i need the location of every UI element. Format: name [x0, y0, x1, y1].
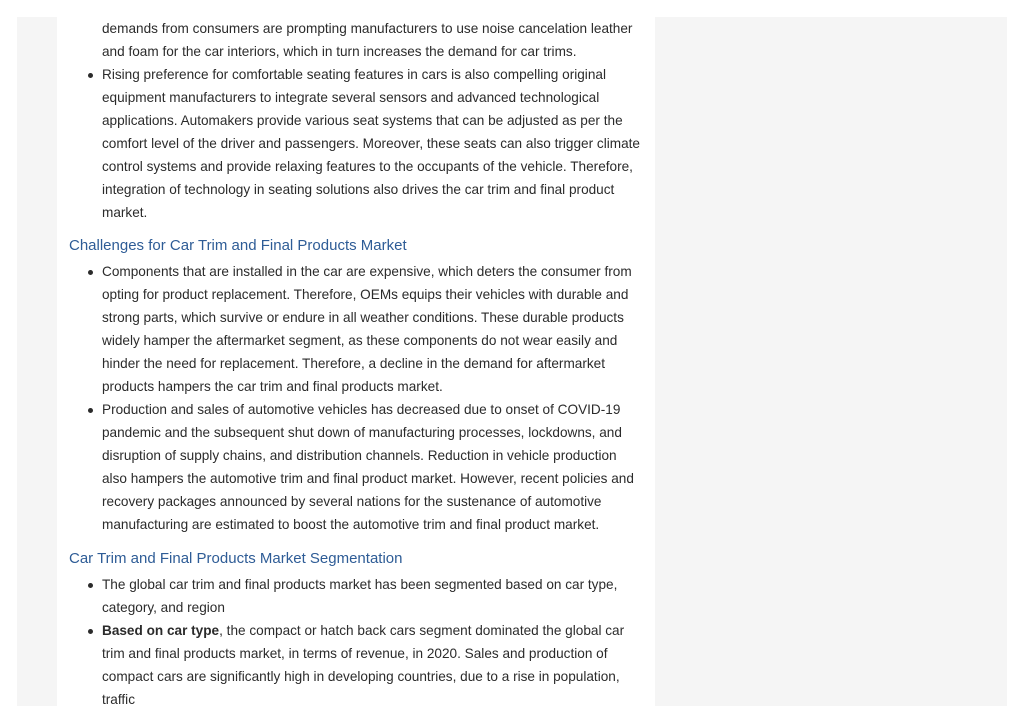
- bottom-strip: [17, 706, 1007, 723]
- challenges-heading-wrap: [57, 236, 655, 256]
- challenges-heading: Challenges for Car Trim and Final Products Market: [69, 237, 407, 254]
- list-item: The global car trim and final products market has been segmented based on car type, category, and region: [57, 573, 655, 619]
- sidebar-panel: [655, 17, 1007, 706]
- article-content: [57, 17, 655, 706]
- left-gutter: [17, 17, 57, 706]
- list-item-text: , the compact or hatch back cars segment dominated the global car trim and final products market, in terms of revenue, in 2020. Sales and production of compact cars are significantly high in developing countries, due to a rise in population, traffic: [102, 623, 625, 706]
- list-item: [57, 619, 655, 706]
- list-item: Rising preference for comfortable seating features in cars is also compelling original equipment manufacturers to integrate several sensors and advanced technological applications. Automakers provide various seat systems that can be adjusted as per the comfort level of the driver and passengers. Moreover, these seats can also trigger climate control systems and provide relaxing features to the occupants of the vehicle. Therefore, integration of technology in seating solutions also drives the car trim and final product market.: [57, 63, 655, 224]
- intro-block: [57, 17, 655, 224]
- list-item: Components that are installed in the car are expensive, which deters the consumer from opting for product replacement. Therefore, OEMs equips their vehicles with durable and strong parts, which survive or endure in all weather conditions. These durable products widely hamper the aftermarket segment, as these components do not wear easily and hinder the need for replacement. Therefore, a decline in the demand for aftermarket products hampers the car trim and final products market.: [57, 260, 655, 398]
- list-item: Production and sales of automotive vehicles has decreased due to onset of COVID-19 pandemic and the subsequent shut down of manufacturing processes, lockdowns, and disruption of supply chains, and distribution channels. Reduction in vehicle production also hampers the automotive trim and final product market. However, recent policies and recovery packages announced by several nations for the sustenance of automotive manufacturing are estimated to boost the automotive trim and final product market.: [57, 398, 655, 536]
- segmentation-block: [57, 573, 655, 706]
- segmentation-heading-wrap: [57, 549, 655, 569]
- challenges-block: [57, 260, 655, 536]
- segmentation-list: [57, 573, 655, 706]
- challenges-list: [57, 260, 655, 536]
- list-item: demands from consumers are prompting manufacturers to use noise cancelation leather and foam for the car interiors, which in turn increases the demand for car trims.: [102, 21, 633, 59]
- list-item-lead: Based on car type: [102, 623, 220, 638]
- segmentation-heading: Car Trim and Final Products Market Segmentation: [69, 550, 403, 567]
- intro-list: [57, 17, 655, 224]
